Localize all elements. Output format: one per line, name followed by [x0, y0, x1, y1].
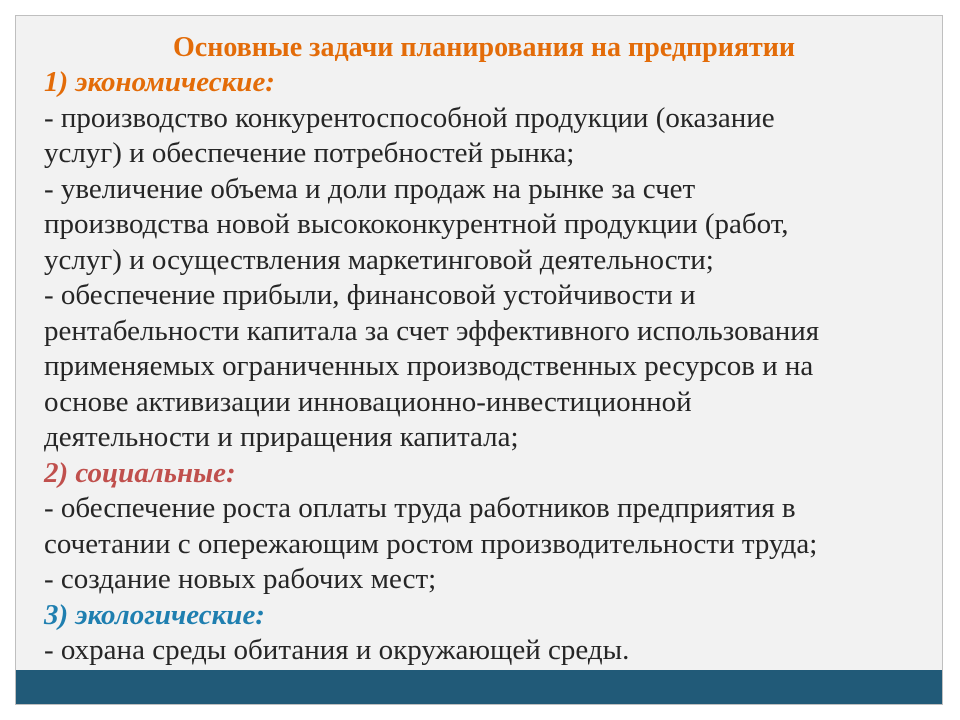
text-line: производства новой высококонкурентной продукции (работ,	[44, 208, 789, 240]
text-line: - создание новых рабочих мест;	[44, 563, 437, 595]
text-line: услуг) и осуществления маркетинговой деятельности;	[44, 243, 714, 276]
ecological-heading: 3) экологические:	[44, 598, 265, 631]
economic-item-3	[44, 278, 924, 456]
social-item-1	[44, 491, 924, 562]
text-line: - обеспечение прибыли, финансовой устойчивости и	[44, 279, 696, 311]
text-line: услуг) и обеспечение потребностей рынка;	[44, 137, 575, 169]
text-line: сочетании с опережающим ростом производительности труда;	[44, 527, 818, 560]
ecological-item-1	[44, 633, 924, 669]
text-line: деятельности и приращения капитала;	[44, 421, 519, 453]
text-line: - охрана среды обитания и окружающей среды.	[44, 634, 630, 666]
social-item-2	[44, 562, 924, 598]
economic-heading: 1) экономические:	[44, 66, 275, 98]
text-line: основе активизации инновационно-инвестиционной	[44, 385, 692, 418]
footer-bar	[16, 670, 942, 704]
social-heading: 2) социальные:	[44, 456, 236, 489]
economic-item-2	[44, 172, 924, 279]
text-line: применяемых ограниченных производственных ресурсов и на	[44, 350, 814, 382]
text-line: рентабельности капитала за счет эффективного использования	[44, 314, 820, 347]
slide-content	[44, 30, 924, 669]
text-line: - производство конкурентоспособной продукции (оказание	[44, 101, 775, 134]
content-panel	[15, 15, 943, 705]
slide-title: Основные задачи планирования на предприятии	[173, 32, 795, 63]
economic-item-1	[44, 101, 924, 172]
text-line: - обеспечение роста оплаты труда работников предприятия в	[44, 492, 796, 524]
text-line: - увеличение объема и доли продаж на рынке за счет	[44, 172, 696, 205]
